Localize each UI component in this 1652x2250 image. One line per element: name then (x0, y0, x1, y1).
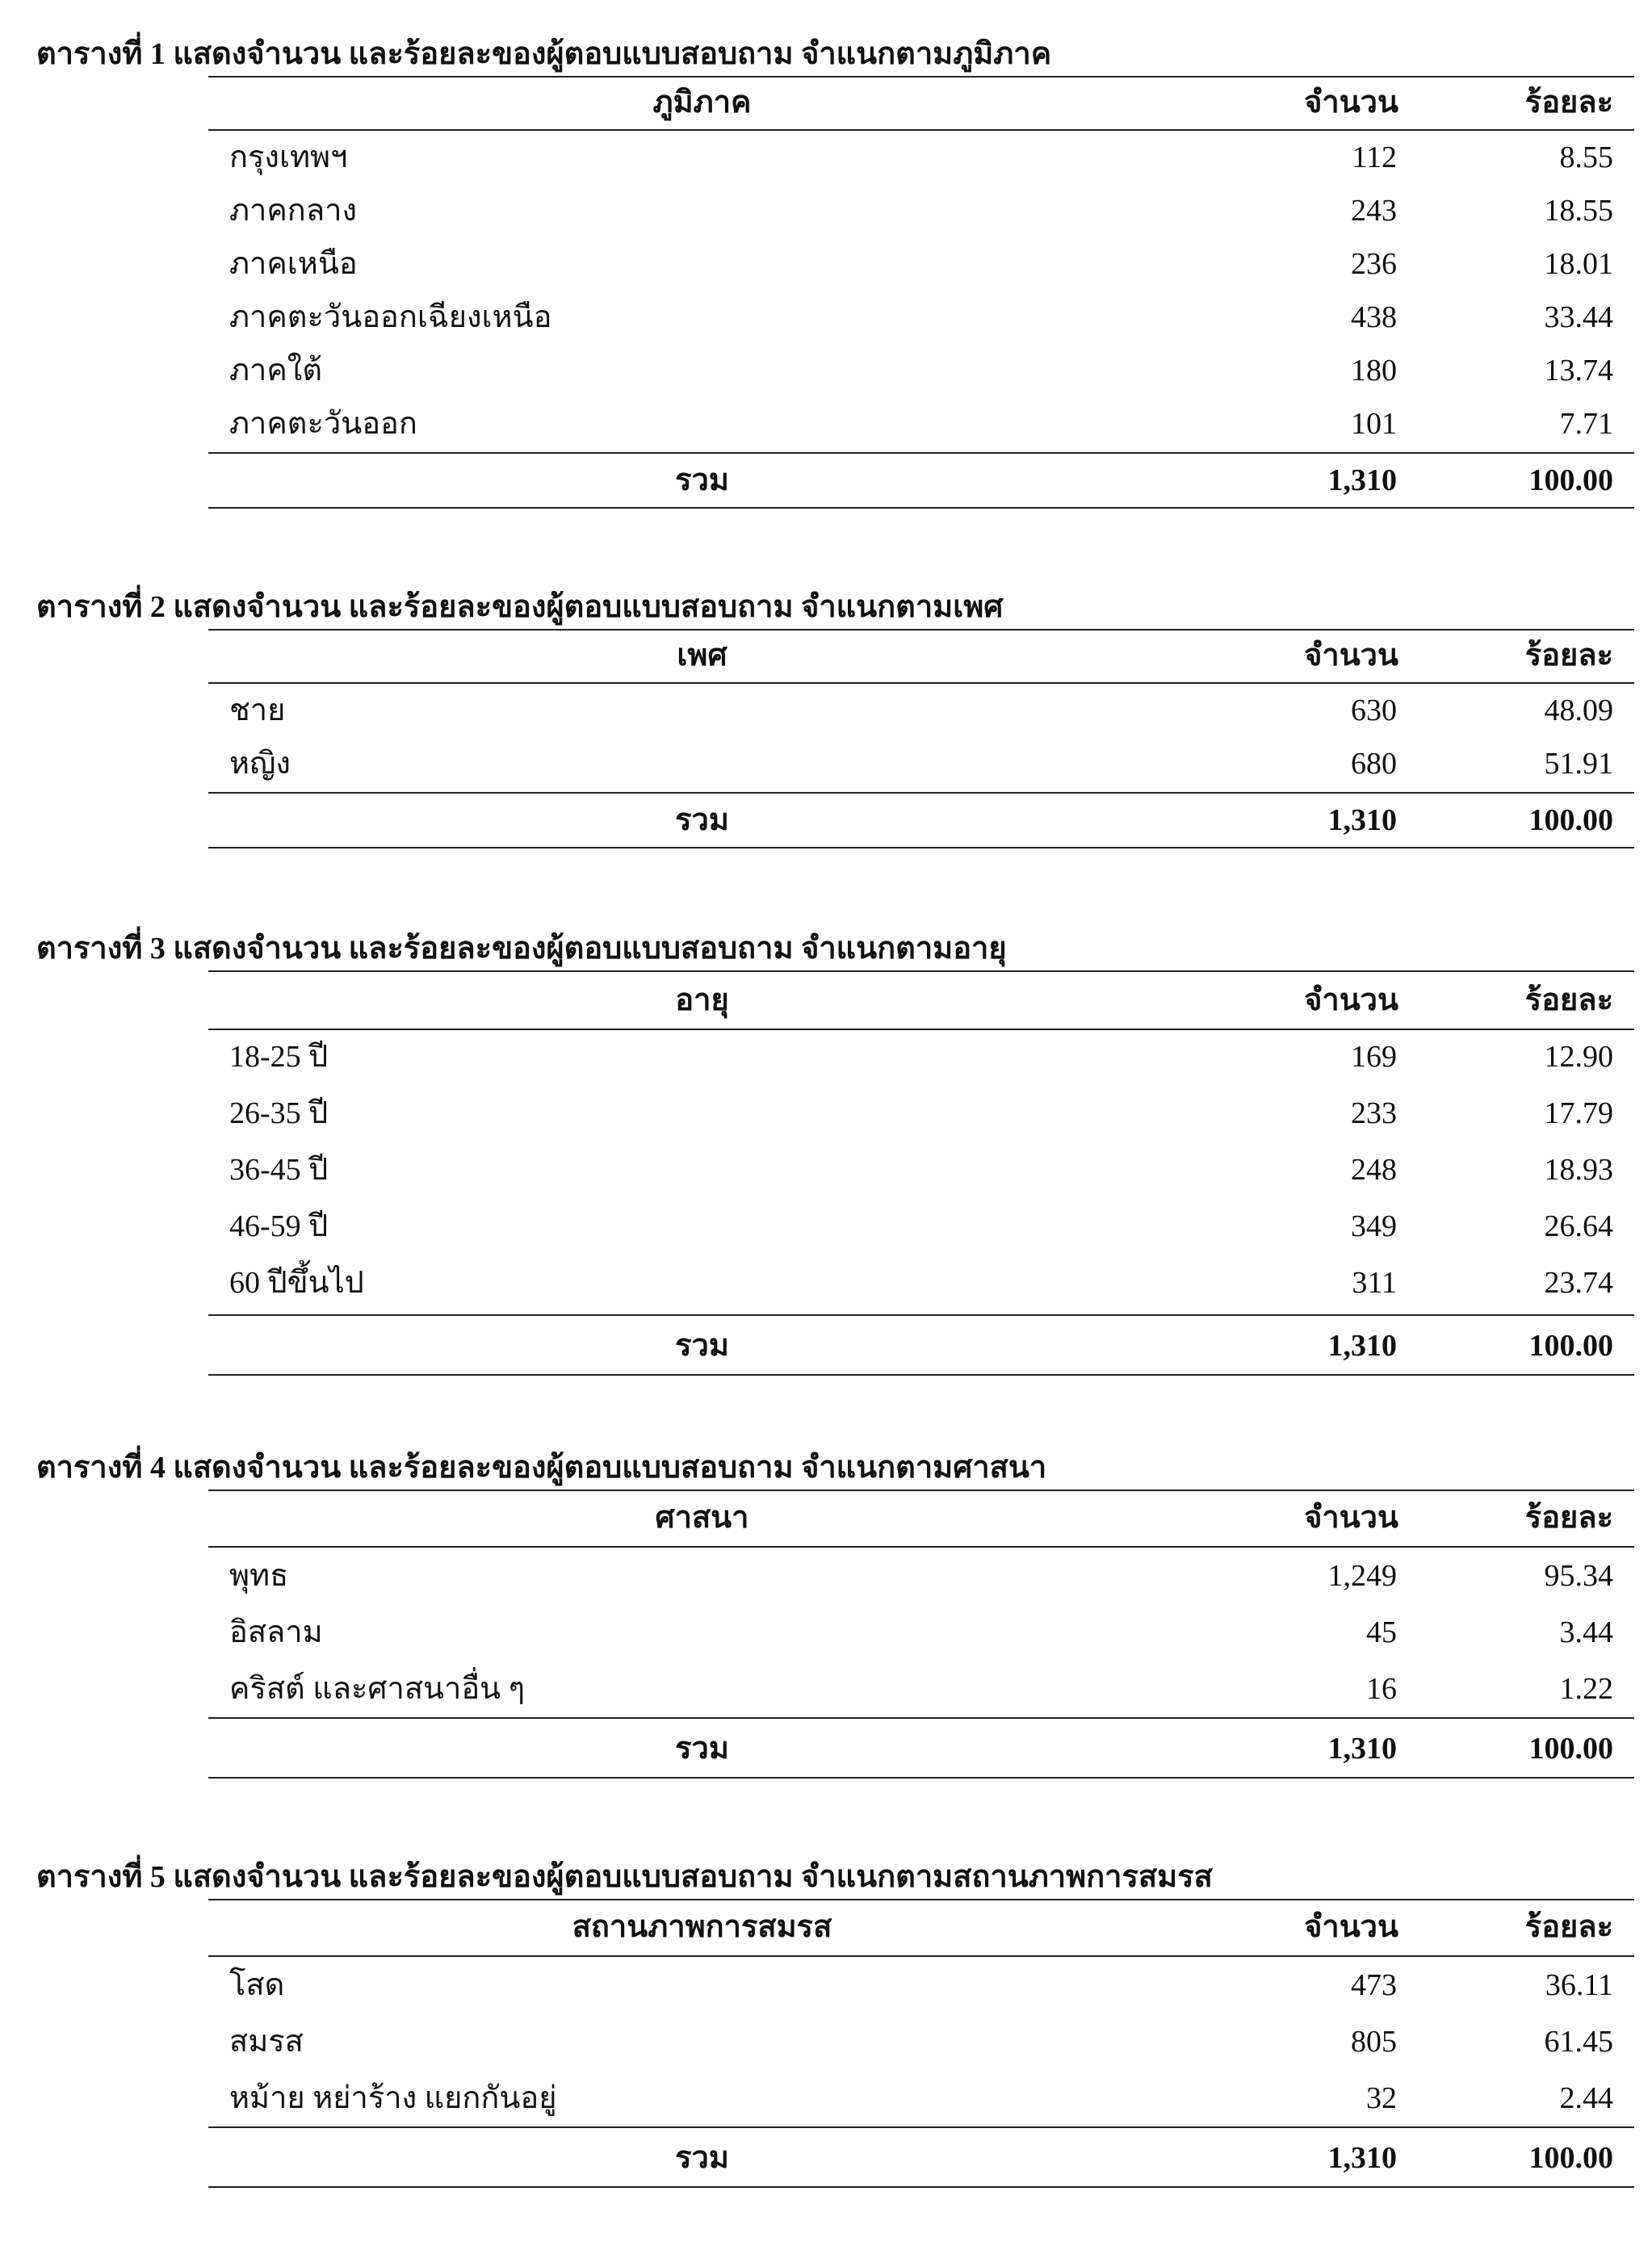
table-row (208, 344, 1634, 397)
total-count: 1,310 (1327, 1732, 1397, 1766)
row-label: ภาคใต้ (229, 354, 323, 388)
table-row (208, 1959, 1634, 2012)
total-count: 1,310 (1327, 1329, 1397, 1363)
row-label: ชาย (229, 693, 286, 727)
table-top-rule (208, 970, 1634, 972)
row-label: พุทธ (229, 1559, 289, 1593)
table-total-row (208, 1722, 1634, 1775)
table-header-row (208, 76, 1634, 129)
table-total-rule (208, 2126, 1634, 2128)
total-label: รวม (675, 463, 729, 497)
header-count: จำนวน (1304, 983, 1398, 1017)
row-count: 169 (1351, 1040, 1397, 1074)
table-row (208, 1549, 1634, 1603)
row-percent: 36.11 (1545, 1968, 1613, 2002)
row-label: คริสต์ และศาสนาอื่น ๆ (229, 1672, 526, 1706)
table-caption: ตารางที่ 5 แสดงจำนวน และร้อยละของผู้ตอบแบบสอบถาม จำแนกตามสถานภาพการสมรส (36, 1860, 1213, 1894)
table-caption: ตารางที่ 4 แสดงจำนวน และร้อยละของผู้ตอบแบบสอบถาม จำแนกตามศาสนา (36, 1451, 1047, 1485)
row-count: 112 (1352, 140, 1397, 174)
row-percent: 7.71 (1559, 407, 1613, 441)
table-total-row (208, 1319, 1634, 1372)
table-row (208, 1143, 1634, 1196)
table-row (208, 1087, 1634, 1140)
row-percent: 2.44 (1559, 2081, 1613, 2115)
row-percent: 3.44 (1559, 1615, 1613, 1649)
table-row (208, 1256, 1634, 1309)
table-header-rule (208, 1546, 1634, 1548)
row-count: 630 (1351, 693, 1397, 727)
row-count: 473 (1351, 1968, 1397, 2002)
row-percent: 48.09 (1544, 693, 1613, 727)
header-label: สถานภาพการสมรส (572, 1910, 832, 1944)
table-row (208, 2015, 1634, 2068)
table-total-rule (208, 1314, 1634, 1316)
table-row (208, 397, 1634, 450)
row-label: 60 ปีขึ้นไป (229, 1266, 364, 1300)
row-count: 233 (1351, 1096, 1397, 1130)
table-header-row (208, 1900, 1634, 1954)
row-count: 243 (1351, 194, 1397, 228)
table-caption: ตารางที่ 1 แสดงจำนวน และร้อยละของผู้ตอบแบบสอบถาม จำแนกตามภูมิภาค (36, 37, 1052, 71)
total-percent: 100.00 (1528, 1732, 1613, 1766)
table-row (208, 1662, 1634, 1716)
row-count: 248 (1351, 1153, 1397, 1187)
table-total-row (208, 794, 1634, 847)
row-count: 680 (1351, 747, 1397, 781)
row-label: ภาคกลาง (229, 194, 357, 228)
table-caption: ตารางที่ 2 แสดงจำนวน และร้อยละของผู้ตอบแบบสอบถาม จำแนกตามเพศ (36, 590, 1004, 624)
row-count: 1,249 (1327, 1559, 1397, 1593)
table-bottom-rule (208, 847, 1634, 848)
table-row (208, 2072, 1634, 2125)
row-percent: 61.45 (1544, 2025, 1613, 2059)
table-row (208, 291, 1634, 344)
row-label: ภาคเหนือ (229, 247, 358, 281)
row-percent: 8.55 (1559, 140, 1613, 174)
header-percent: ร้อยละ (1524, 983, 1613, 1017)
table-row (208, 1200, 1634, 1253)
table-caption: ตารางที่ 3 แสดงจำนวน และร้อยละของผู้ตอบแบบสอบถาม จำแนกตามอายุ (36, 932, 1007, 966)
row-percent: 18.93 (1544, 1153, 1613, 1187)
row-count: 45 (1366, 1615, 1397, 1649)
total-percent: 100.00 (1528, 803, 1613, 837)
table-row (208, 131, 1634, 184)
row-percent: 33.44 (1544, 300, 1613, 334)
total-count: 1,310 (1327, 803, 1397, 837)
row-percent: 1.22 (1559, 1672, 1613, 1706)
table-row (208, 1030, 1634, 1083)
total-percent: 100.00 (1528, 463, 1613, 497)
header-percent: ร้อยละ (1524, 639, 1613, 672)
header-percent: ร้อยละ (1524, 1501, 1613, 1535)
row-label: 26-35 ปี (229, 1096, 329, 1130)
table-row (208, 737, 1634, 790)
row-label: อิสลาม (229, 1615, 323, 1649)
header-label: เพศ (677, 639, 727, 672)
row-count: 438 (1351, 300, 1397, 334)
total-label: รวม (675, 1329, 729, 1363)
table-bottom-rule (208, 2186, 1634, 2188)
row-count: 805 (1351, 2025, 1397, 2059)
row-percent: 95.34 (1544, 1559, 1613, 1593)
header-label: ศาสนา (655, 1501, 749, 1535)
row-count: 101 (1351, 407, 1397, 441)
header-label: อายุ (675, 983, 729, 1017)
table-row (208, 237, 1634, 291)
total-percent: 100.00 (1528, 2141, 1613, 2175)
table-header-row (208, 974, 1634, 1027)
total-label: รวม (675, 1732, 729, 1766)
header-percent: ร้อยละ (1524, 86, 1613, 119)
table-total-row (208, 2131, 1634, 2185)
row-label: ภาคตะวันออกเฉียงเหนือ (229, 300, 552, 334)
row-label: หม้าย หย่าร้าง แยกกันอยู่ (229, 2081, 557, 2115)
row-label: 36-45 ปี (229, 1153, 329, 1187)
total-label: รวม (675, 2141, 729, 2175)
row-count: 311 (1352, 1266, 1397, 1300)
row-percent: 51.91 (1544, 747, 1613, 781)
row-label: กรุงเทพฯ (229, 140, 348, 174)
row-percent: 26.64 (1544, 1209, 1613, 1243)
table-bottom-rule (208, 1777, 1634, 1779)
table-header-rule (208, 1955, 1634, 1957)
row-label: ภาคตะวันออก (229, 407, 417, 441)
header-count: จำนวน (1304, 1501, 1398, 1535)
total-percent: 100.00 (1528, 1329, 1613, 1363)
total-count: 1,310 (1327, 463, 1397, 497)
row-percent: 17.79 (1544, 1096, 1613, 1130)
table-total-row (208, 454, 1634, 507)
header-percent: ร้อยละ (1524, 1910, 1613, 1944)
row-label: โสด (229, 1968, 285, 2002)
row-label: หญิง (229, 747, 291, 781)
header-count: จำนวน (1304, 86, 1398, 119)
row-percent: 18.01 (1544, 247, 1613, 281)
row-label: สมรส (229, 2025, 304, 2059)
header-label: ภูมิภาค (652, 86, 752, 119)
table-row (208, 684, 1634, 737)
row-percent: 13.74 (1544, 354, 1613, 388)
row-percent: 18.55 (1544, 194, 1613, 228)
table-total-rule (208, 1717, 1634, 1719)
row-percent: 23.74 (1544, 1266, 1613, 1300)
row-percent: 12.90 (1544, 1040, 1613, 1074)
header-count: จำนวน (1304, 639, 1398, 672)
row-count: 349 (1351, 1209, 1397, 1243)
row-count: 180 (1351, 354, 1397, 388)
table-header-row (208, 1491, 1634, 1544)
table-header-row (208, 629, 1634, 682)
row-label: 18-25 ปี (229, 1040, 329, 1074)
row-count: 236 (1351, 247, 1397, 281)
table-bottom-rule (208, 1374, 1634, 1376)
table-row (208, 1606, 1634, 1659)
row-count: 16 (1366, 1672, 1397, 1706)
table-row (208, 184, 1634, 237)
table-bottom-rule (208, 507, 1634, 509)
total-count: 1,310 (1327, 2141, 1397, 2175)
row-label: 46-59 ปี (229, 1209, 329, 1243)
row-count: 32 (1366, 2081, 1397, 2115)
total-label: รวม (675, 803, 729, 837)
header-count: จำนวน (1304, 1910, 1398, 1944)
